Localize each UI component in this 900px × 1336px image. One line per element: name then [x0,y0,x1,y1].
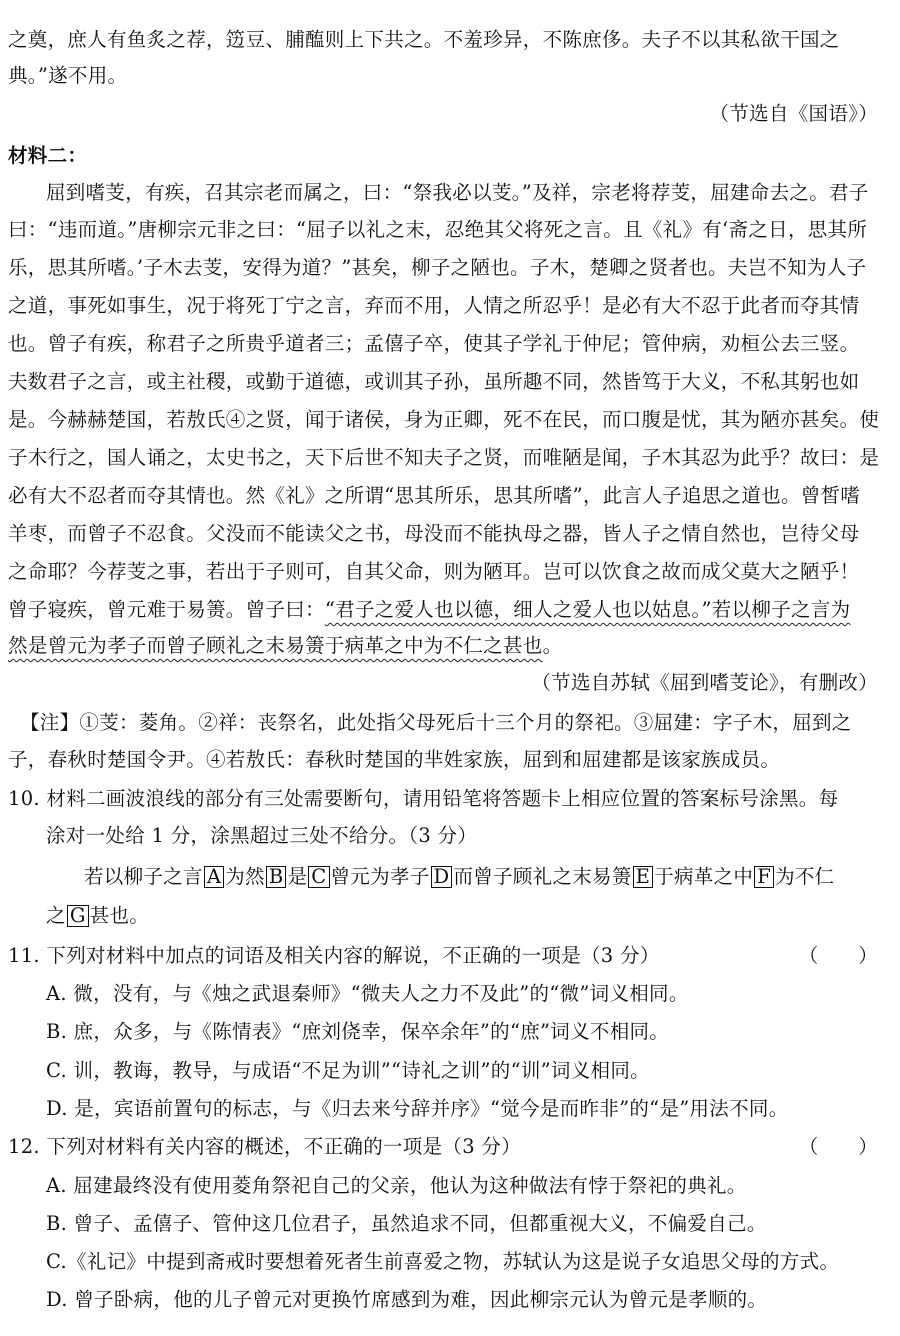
material2-heading: 材料二： [8,144,88,167]
break-mark-d[interactable]: D [431,866,453,888]
material2-line [8,600,850,620]
question-10-sentence [84,866,834,888]
question-11-option-c: C. 训，教诲，教导，与成语“不足为训”“诗礼之训”的“训”词义相同。 [46,1059,650,1082]
material2-line: 是。今赫赫楚国，若敖氏④之贤，闻于诸侯，身为正卿，死不在民，而口腹是忧，其为陋亦甚矣。使 [8,408,880,431]
question-10-stem: 10. 材料二画波浪线的部分有三处需要断句，请用铅笔将答题卡上相应位置的答案标号涂黑。每 [8,787,839,810]
material2-line: 羊枣，而曾子不忍食。父没而不能读父之书，母没而不能执母之器，皆人子之情自然也，岂待父母 [8,522,860,545]
notes-line: 【注】①芰：菱角。②祥：丧祭名，此处指父母死后十三个月的祭祀。③屈建：字子木，屈到之 [20,711,852,734]
sentence-segment: 于病革之中 [654,865,754,888]
wavy-underlined-text: 然是曾元为孝子而曾子顾礼之末易箦于病革之中为不仁之甚也 [8,634,543,657]
break-mark-b[interactable]: B [266,866,287,888]
material1-source: （节选自《国语》） [709,102,878,125]
question-11-option-a: A. 微，没有，与《烛之武退秦师》“微夫人之力不及此”的“微”词义相同。 [46,982,689,1005]
answer-paren-11[interactable]: （ ） [798,944,878,967]
material2-source: （节选自苏轼《屈到嗜芰论》，有删改） [531,671,878,694]
material2-line: 之道，事死如事生，况于将死丁宁之言，弃而不用，人情之所忍乎！是必有大不忍于此者而夺其情 [8,294,860,317]
break-mark-a[interactable]: A [204,866,224,888]
sentence-segment: 而曾子顾礼之末易箦 [453,865,632,888]
material2-line: 曰：“违而道。”唐柳宗元非之曰：“屈子以礼之末，忍绝其父将死之言。且《礼》有‘斋之日，思其所 [8,218,868,241]
break-mark-f[interactable]: F [754,866,774,888]
notes-line: 子，春秋时楚国令尹。④若敖氏：春秋时楚国的芈姓家族，屈到和屈建都是该家族成员。 [8,748,781,771]
break-mark-g[interactable]: G [67,905,89,927]
question-12-option-a: A. 屈建最终没有使用菱角祭祀自己的父亲，他认为这种做法有悖于祭祀的典礼。 [46,1174,747,1197]
wavy-underlined-text: “君子之爱人也以德，细人之爱人也以姑息。”若以柳子之言为 [324,598,851,621]
question-10-sentence [46,905,149,927]
question-12-option-b: B. 曾子、孟僖子、管仲这几位君子，虽然追求不同，但都重视大义，不偏爱自己。 [46,1212,767,1235]
sentence-segment: 甚也。 [89,904,150,927]
material1-line: 典。”遂不用。 [8,64,128,87]
sentence-segment: 为然 [225,865,265,888]
sentence-segment: 若以柳子之言 [84,865,203,888]
material2-line [8,636,562,656]
question-11-stem: 11. 下列对材料中加点的词语及相关内容的解说，不正确的一项是（3 分） [8,944,660,967]
answer-paren-12[interactable]: （ ） [798,1135,878,1158]
question-12-stem: 12. 下列对材料有关内容的概述，不正确的一项是（3 分） [8,1135,522,1158]
sentence-segment: 为不仁 [775,865,835,888]
question-11-option-b: B. 庶，众多，与《陈情表》“庶刘侥幸，保卒余年”的“庶”词义不相同。 [46,1020,670,1043]
sentence-segment: 之 [46,904,66,927]
sentence-segment: 曾元为孝子 [330,865,430,888]
material2-line: 屈到嗜芰，有疾，召其宗老而属之，曰：“祭我必以芰。”及祥，宗老将荐芰，屈建命去之。君子 [46,181,869,204]
question-10-stem: 涂对一处给 1 分，涂黑超过三处不给分。（3 分） [46,824,478,847]
material2-line: 必有大不忍者而夺其情也。然《礼》之所谓“思其所乐，思其所嗜”，此言人子追思之道也。曾皙嗜 [8,484,861,507]
question-12-option-c: C.《礼记》中提到斋戒时要想着死者生前喜爱之物，苏轼认为这是说子女追思父母的方式。 [46,1250,840,1273]
question-12-option-d: D. 曾子卧病，他的儿子曾元对更换竹席感到为难，因此柳宗元认为曾元是孝顺的。 [46,1288,768,1311]
material2-line: 乐，思其所嗜。’子木去芰，安得为道？”甚矣，柳子之陋也。子木，楚卿之贤者也。夫岂不知为人子 [8,256,867,279]
question-11-option-d: D. 是，宾语前置句的标志，与《归去来兮辞并序》“觉今是而昨非”的“是”用法不同。 [46,1097,789,1120]
break-mark-c[interactable]: C [308,866,329,888]
material2-line: 夫数君子之言，或主社稷，或勤于道德，或训其子孙，虽所趣不同，然皆笃于大义，不私其躬也如 [8,370,860,393]
sentence-segment: 是 [287,865,308,888]
material2-line: 也。曾子有疾，称君子之所贵乎道者三；孟僖子卒，使其子学礼于仲尼；管仲病，劝桓公去三竖。 [8,332,860,355]
break-mark-e[interactable]: E [633,866,654,888]
material2-line: 子木行之，国人诵之，太史书之，天下后世不知夫子之贤，而唯陋是闻，子木其忍为此乎？故曰：是 [8,446,880,469]
material1-line: 之奠，庶人有鱼炙之荐，笾豆、脯醢则上下共之。不羞珍异，不陈庶侈。夫子不以其私欲干国之 [8,28,840,51]
material2-text: 。 [542,634,563,657]
material2-line: 之命耶？今荐芰之事，若出于子则可，自其父命，则为陋耳。岂可以饮食之故而成父莫大之陋乎！ [8,560,860,583]
material2-text: 曾子寝疾，曾元难于易箦。曾子曰： [8,598,325,621]
